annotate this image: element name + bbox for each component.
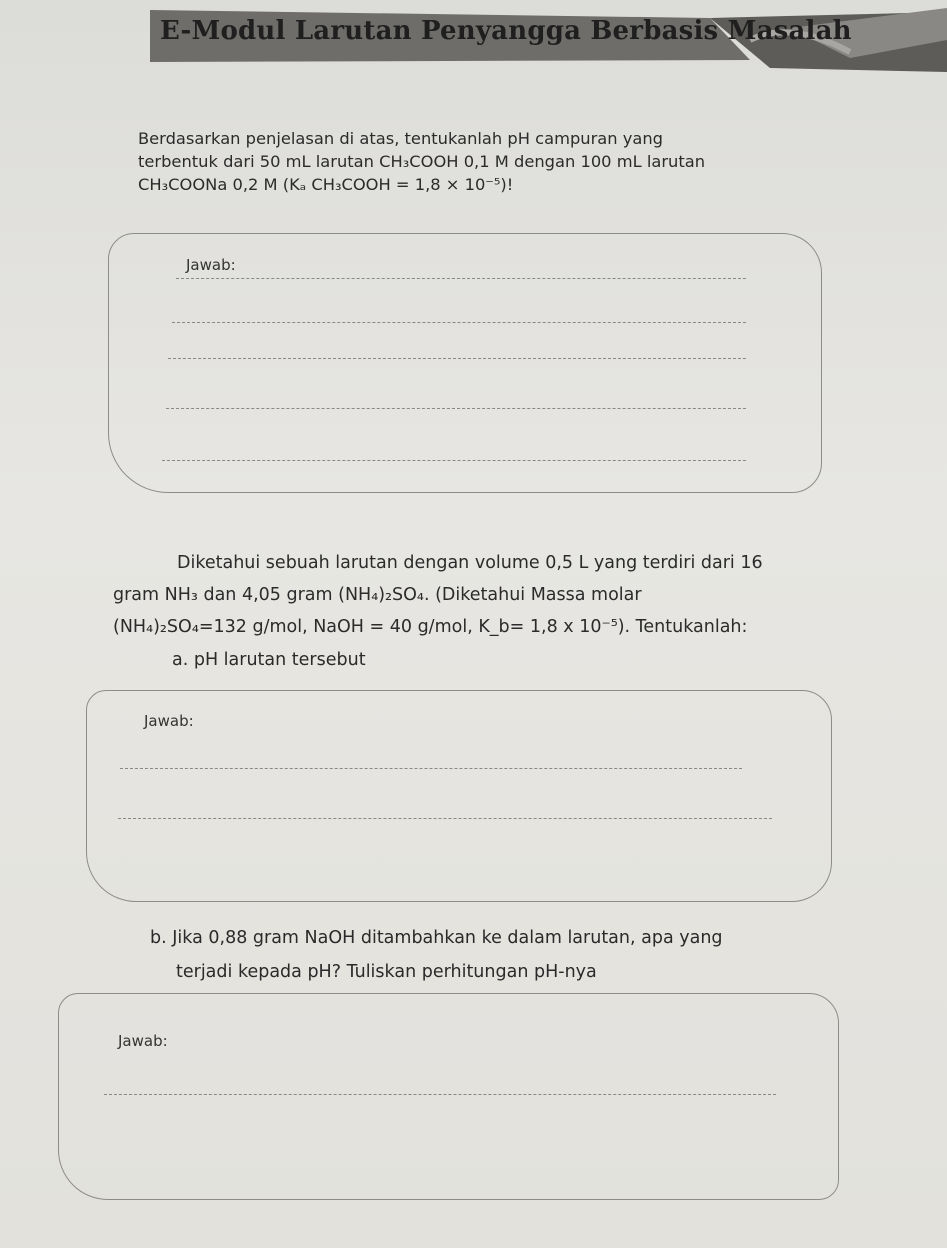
sub-question-b-line-2: terjadi kepada pH? Tuliskan perhitungan pH-nya xyxy=(176,962,597,982)
module-title: E-Modul Larutan Penyangga Berbasis Masalah xyxy=(160,16,852,46)
question-2-line-3: (NH₄)₂SO₄=132 g/mol, NaOH = 40 g/mol, K_b= 1,8 x 10⁻⁵). Tentukanlah: xyxy=(113,617,748,637)
answer-line xyxy=(104,1094,776,1095)
question-1-text xyxy=(138,127,828,196)
answer-box-3[interactable] xyxy=(58,993,839,1200)
sub-question-a: a. pH larutan tersebut xyxy=(172,650,366,670)
answer-line xyxy=(166,408,746,409)
answer-box-1-label: Jawab: xyxy=(186,256,236,274)
answer-box-2-label: Jawab: xyxy=(144,712,194,730)
answer-line xyxy=(118,818,772,819)
answer-line xyxy=(176,278,746,279)
question-1-line-1: Berdasarkan penjelasan di atas, tentukanlah pH campuran yang xyxy=(138,129,664,148)
answer-box-2[interactable] xyxy=(86,690,832,902)
answer-line xyxy=(162,460,746,461)
question-2-line-1: Diketahui sebuah larutan dengan volume 0,5 L yang terdiri dari 16 xyxy=(177,553,763,573)
sub-question-b-line-1: b. Jika 0,88 gram NaOH ditambahkan ke dalam larutan, apa yang xyxy=(150,928,723,948)
answer-line xyxy=(168,358,746,359)
answer-line xyxy=(172,322,746,323)
answer-box-3-label: Jawab: xyxy=(118,1032,168,1050)
answer-line xyxy=(120,768,742,769)
question-1-line-3: CH₃COONa 0,2 M (Kₐ CH₃COOH = 1,8 × 10⁻⁵)! xyxy=(138,175,514,194)
question-1-line-2: terbentuk dari 50 mL larutan CH₃COOH 0,1 M dengan 100 mL larutan xyxy=(138,152,706,171)
question-2-text xyxy=(113,547,840,643)
question-2-line-2: gram NH₃ dan 4,05 gram (NH₄)₂SO₄. (Diketahui Massa molar xyxy=(113,585,642,605)
